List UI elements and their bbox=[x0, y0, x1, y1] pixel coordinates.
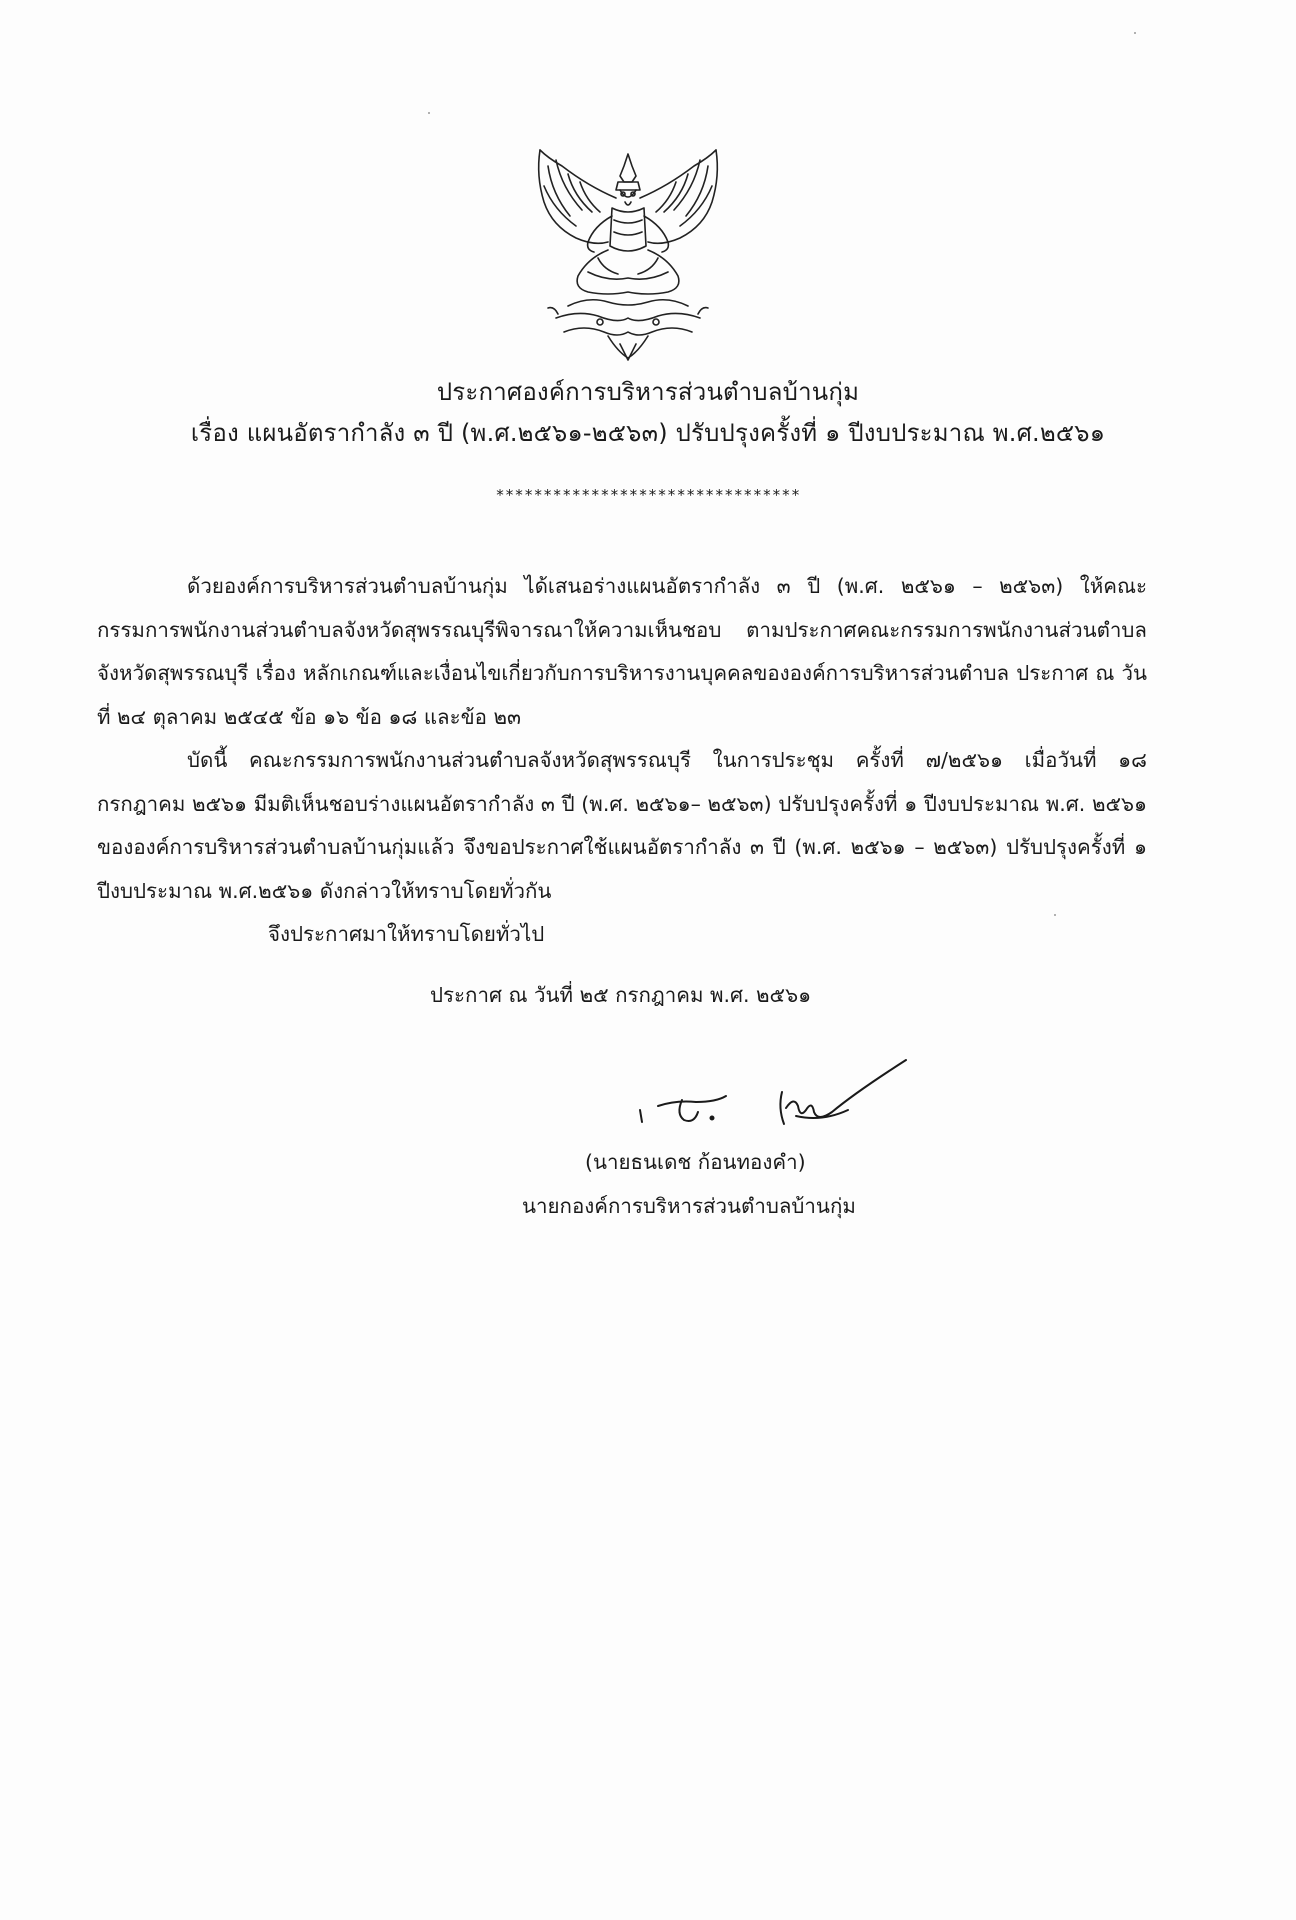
scan-speck bbox=[1054, 914, 1056, 916]
announcement-subject: เรื่อง แผนอัตรากำลัง ๓ ปี (พ.ศ.๒๕๖๑-๒๕๖๓) ปรับปรุงครั้งที่ ๑ ปีงบประมาณ พ.ศ.๒๕๖๑ bbox=[190, 419, 1106, 447]
signer-title: นายกองค์การบริหารส่วนตำบลบ้านกุ่ม bbox=[522, 1194, 856, 1218]
announcement-date: ประกาศ ณ วันที่ ๒๕ กรกฎาคม พ.ศ. ๒๕๖๑ bbox=[430, 983, 812, 1007]
body-paragraph-2: บัดนี้ คณะกรรมการพนักงานส่วนตำบลจังหวัดสุพรรณบุรี ในการประชุม ครั้งที่ ๗/๒๕๖๑ เมื่อวันที่ ๑๘ กรกฎาคม ๒๕๖๑ มีมติเห็นชอบร่างแผนอัตรากำลัง ๓ ปี (พ.ศ. ๒๕๖๑– ๒๕๖๓) ปรับปรุงครั้งที่ ๑ ปีงบประมาณ พ.ศ. ๒๕๖๑ ขององค์การบริหารส่วนตำบลบ้านกุ่มแล้ว จึงขอประกาศใช้แผนอัตรากำลัง ๓ ปี (พ.ศ. ๒๕๖๑ – ๒๕๖๓) ปรับปรุงครั้งที่ ๑ ปีงบประมาณ พ.ศ.๒๕๖๑ ดังกล่าวให้ทราบโดยทั่วกัน bbox=[97, 748, 1147, 903]
garuda-emblem-icon bbox=[528, 146, 728, 362]
closing-statement: จึงประกาศมาให้ทราบโดยทั่วไป bbox=[268, 922, 545, 946]
body-paragraph-1: ด้วยองค์การบริหารส่วนตำบลบ้านกุ่ม ได้เสนอร่างแผนอัตรากำลัง ๓ ปี (พ.ศ. ๒๕๖๑ – ๒๕๖๓) ให้คณะกรรมการพนักงานส่วนตำบลจังหวัดสุพรรณบุรีพิจารณาให้ความเห็นชอบ ตามประกาศคณะกรรมการพนักงานส่วนตำบลจังหวัดสุพรรณบุรี เรื่อง หลักเกณฑ์และเงื่อนไขเกี่ยวกับการบริหารงานบุคคลขององค์การบริหารส่วนตำบล ประกาศ ณ วันที่ ๒๔ ตุลาคม ๒๕๔๕ ข้อ ๑๖ ข้อ ๑๘ และข้อ ๒๓ bbox=[97, 574, 1147, 729]
scan-speck bbox=[428, 112, 430, 114]
asterisk-separator: ******************************** bbox=[495, 486, 801, 504]
scan-speck bbox=[1134, 32, 1136, 34]
announcement-title: ประกาศองค์การบริหารส่วนตำบลบ้านกุ่ม bbox=[436, 378, 860, 406]
signer-name: (นายธนเดช ก้อนทองคำ) bbox=[585, 1150, 806, 1174]
handwritten-signature-icon bbox=[636, 1052, 916, 1132]
